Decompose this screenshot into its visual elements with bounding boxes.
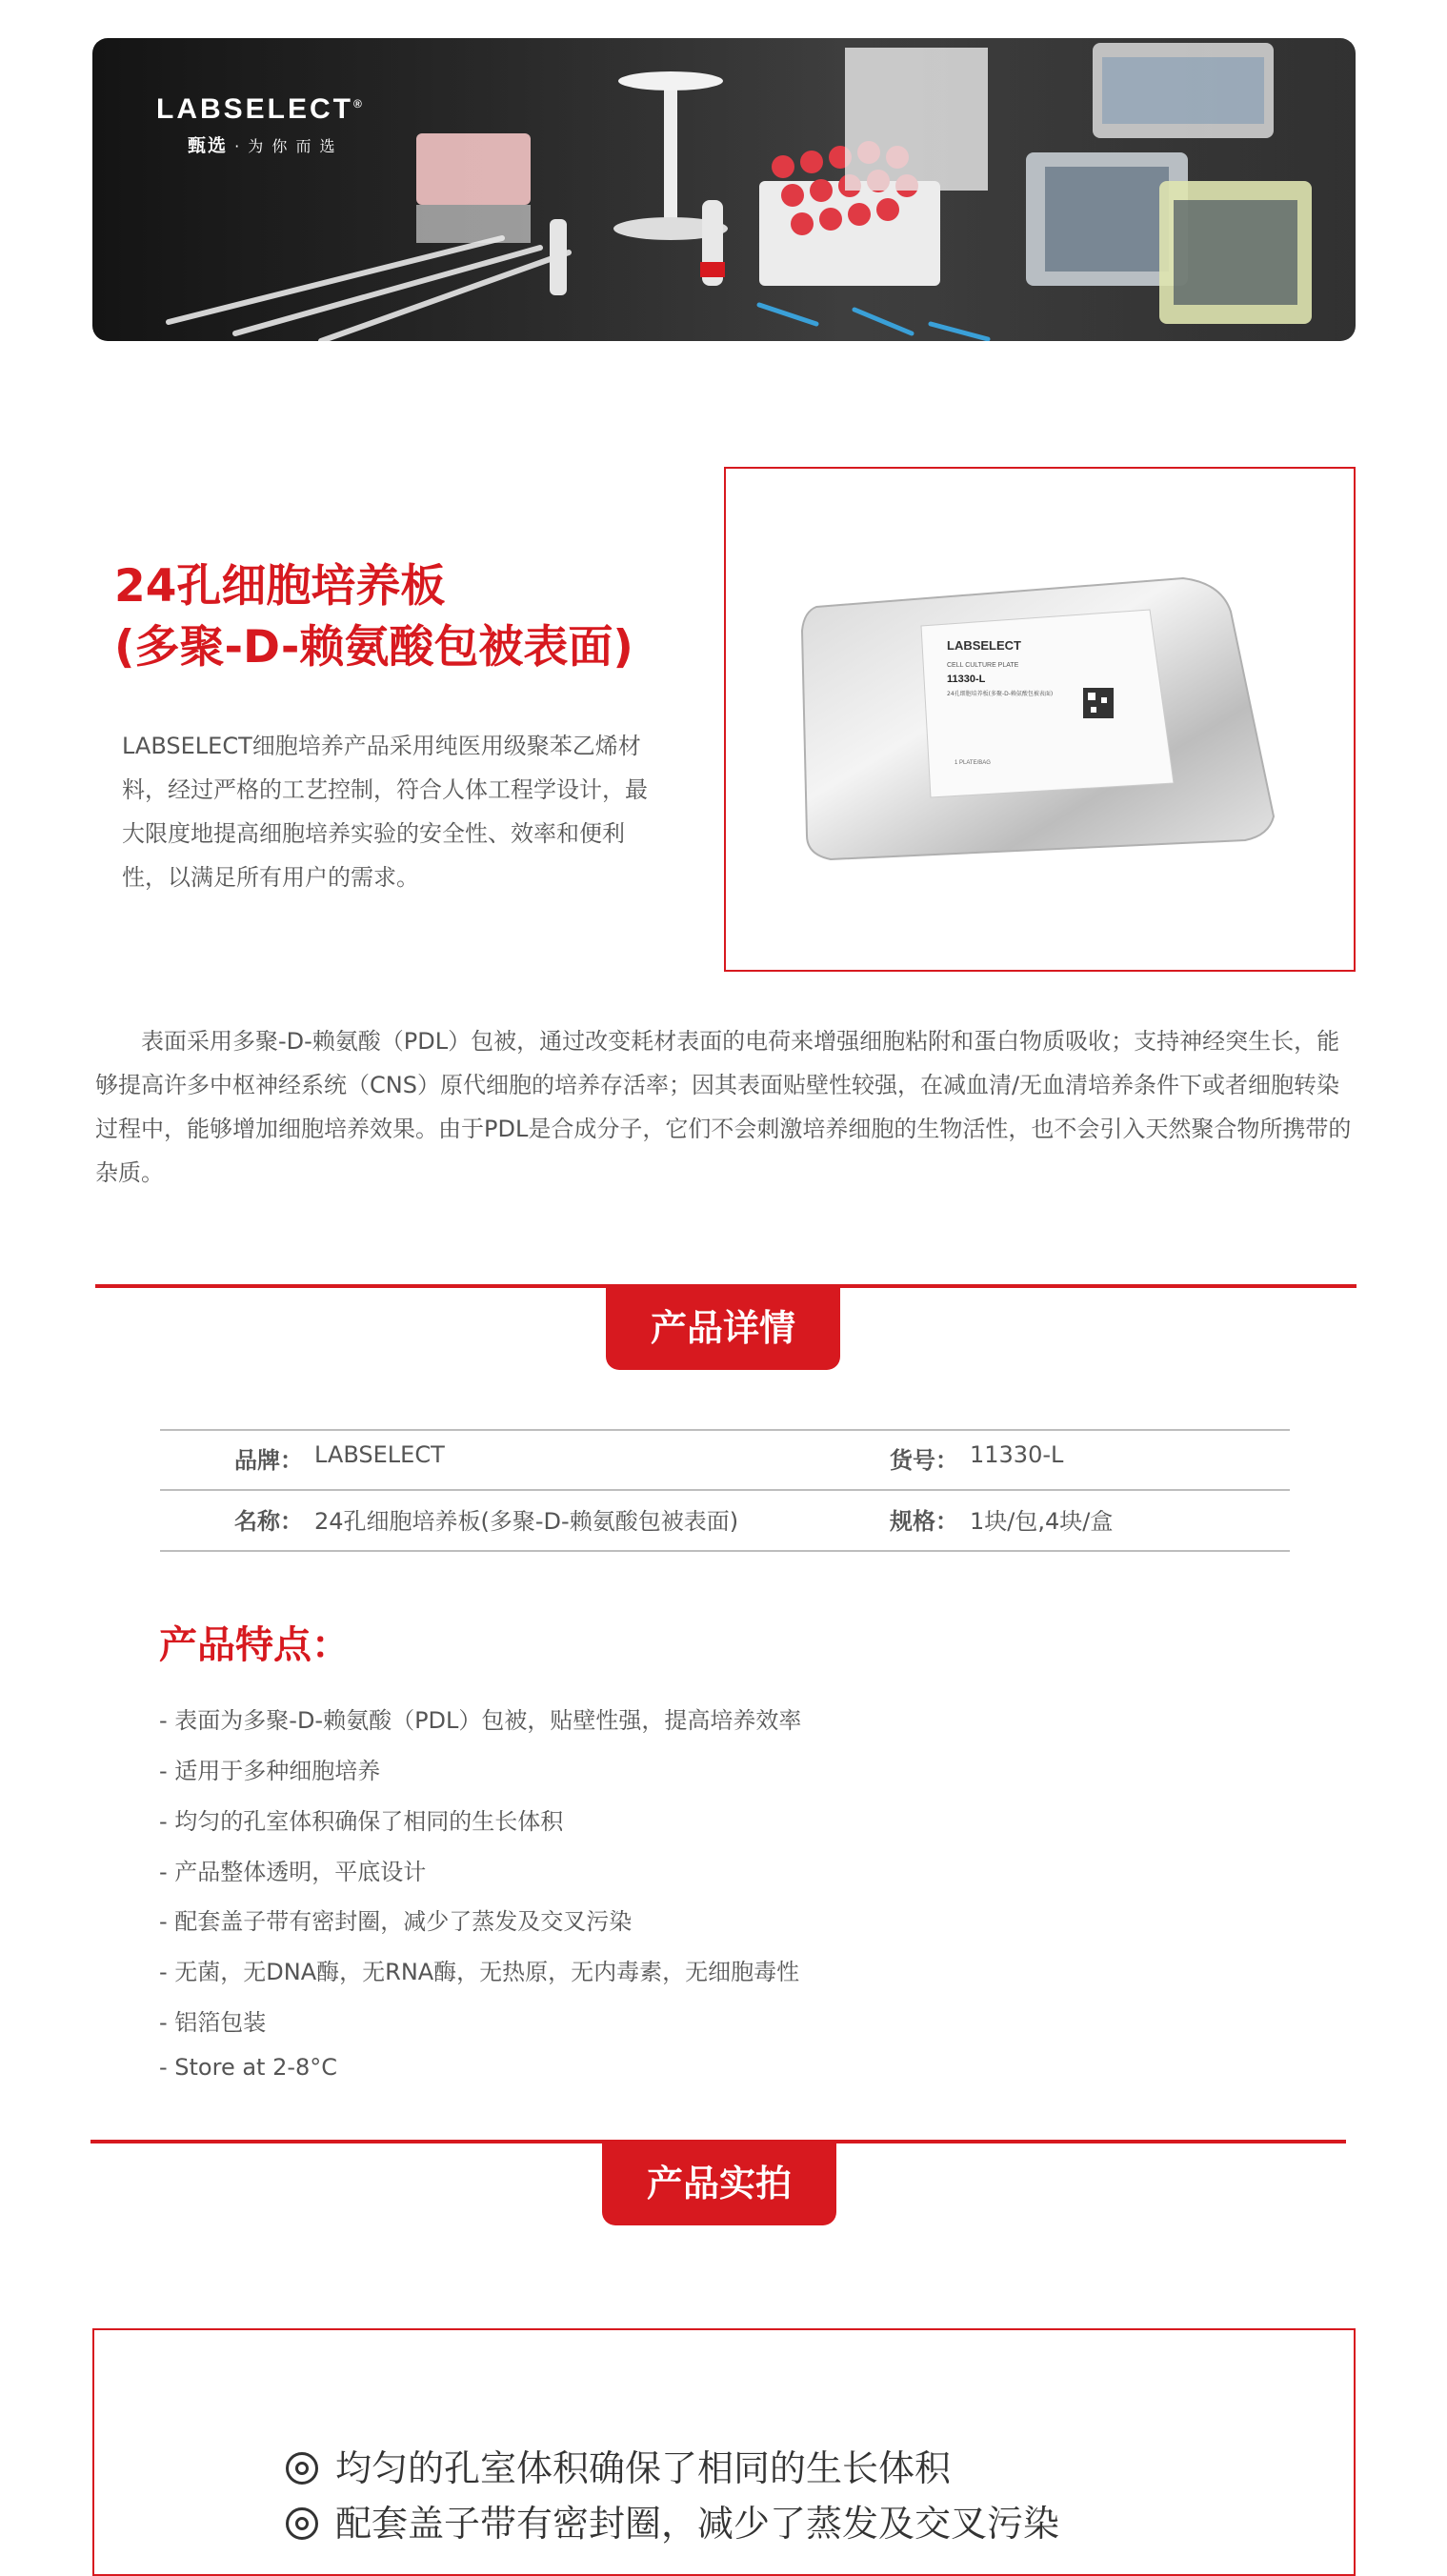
photo-note-text: 均匀的孔室体积确保了相同的生长体积 [335,2447,952,2489]
brand-logo [156,93,365,126]
double-circle-bullet-icon [286,2452,318,2485]
brand-key: 品牌： [234,1447,303,1474]
brand-slogan [188,131,337,157]
product-package-image [726,469,1354,970]
product-intro: LABSELECT细胞培养产品采用纯医用级聚苯乙烯材料，经过严格的工艺控制，符合人体工程学设计，最大限度地提高细胞培养实验的安全性、效率和便利性，以满足所有用户的需求。 [122,733,648,891]
product-description: 表面采用多聚-D-赖氨酸（PDL）包被，通过改变耗材表面的电荷来增强细胞粘附和蛋白物质吸收；支持神经突生长，能够提高许多中枢神经系统（CNS）原代细胞的培养存活率；因其表面贴壁性较强，在减血清/无血清培养条件下或者细胞转染过程中，能够增加细胞培养效果。由于PDL是合成分子，它们不会刺激培养细胞的生物活性，也不会引入天然聚合物所携带的杂质。 [95,1028,1352,1186]
feature-item: - 适用于多种细胞培养 [159,1758,381,1784]
banner-product-illustration [92,38,1356,341]
catalog-value: 11330-L [970,1441,1064,1468]
table-line-bottom [160,1550,1290,1552]
hero-banner [92,38,1356,341]
package-line3: 24孔细胞培养板(多聚-D-赖氨酸包被表面) [947,691,1054,697]
spec-value: 1块/包,4块/盒 [970,1508,1114,1535]
feature-item: - 产品整体透明，平底设计 [159,1859,427,1885]
name-value: 24孔细胞培养板(多聚-D-赖氨酸包被表面) [314,1508,739,1535]
feature-item: - 表面为多聚-D-赖氨酸（PDL）包被，贴壁性强，提高培养效率 [159,1707,802,1734]
features-title: 产品特点： [159,1623,350,1667]
name-key: 名称： [234,1508,303,1535]
registered-mark: ® [353,97,365,111]
brand-cn-name: 甄选 [188,135,229,156]
product-title-line2: (多聚-D-赖氨酸包被表面) [114,621,633,674]
package-code: 11330-L [947,674,986,685]
photo-note [286,2494,1059,2546]
spec-key: 规格： [890,1508,958,1535]
package-qty: 1 PLATE/BAG [955,760,991,766]
catalog-key: 货号： [890,1447,958,1474]
package-brand: LABSELECT [947,638,1021,653]
product-title-line1: 24孔细胞培养板 [114,560,446,613]
brand-value: LABSELECT [314,1441,445,1468]
brand-name: LABSELECT [156,93,353,125]
photo-note-text: 配套盖子带有密封圈，减少了蒸发及交叉污染 [335,2503,1060,2545]
slogan-text: · 为 你 而 选 [234,137,337,155]
photo-note [286,2439,951,2491]
table-line-mid [160,1489,1290,1491]
feature-item: - 均匀的孔室体积确保了相同的生长体积 [159,1808,564,1835]
product-photo-frame [724,467,1356,972]
double-circle-bullet-icon [286,2507,318,2540]
feature-item: - Store at 2-8°C [159,2054,338,2081]
feature-item: - 配套盖子带有密封圈，减少了蒸发及交叉污染 [159,1908,633,1935]
feature-item: - 无菌，无DNA酶，无RNA酶，无热原，无内毒素，无细胞毒性 [159,1959,800,1985]
section-title-details: 产品详情 [606,1286,840,1370]
section-title-photos: 产品实拍 [602,2142,836,2225]
package-line1: CELL CULTURE PLATE [947,662,1019,669]
product-title [114,556,633,678]
feature-item: - 铝箔包装 [159,2009,267,2036]
table-line-top [160,1429,1290,1431]
